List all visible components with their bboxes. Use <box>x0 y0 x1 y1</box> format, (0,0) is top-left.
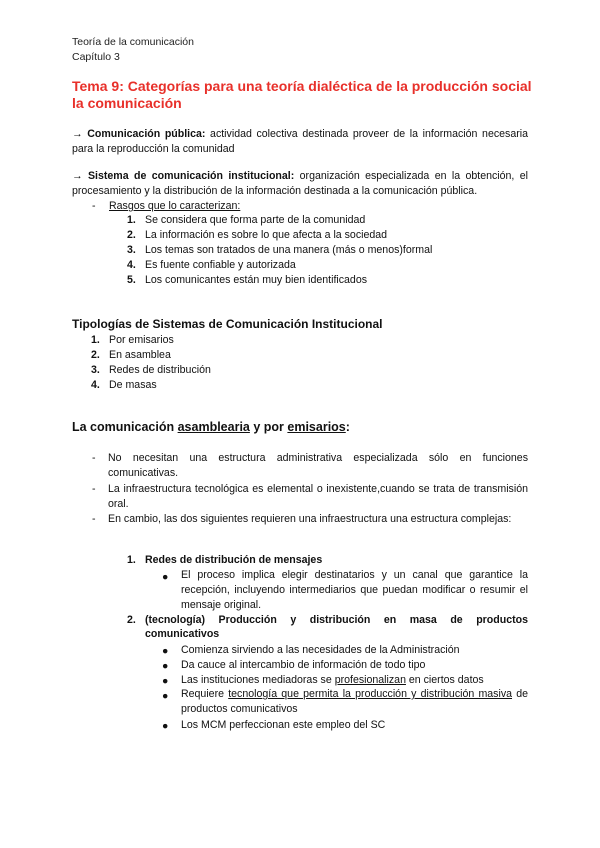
bullet-icon: ● <box>162 571 169 583</box>
definition-comunicacion-publica <box>72 127 528 156</box>
bullet-icon: ● <box>162 660 169 672</box>
definition-sistema-institucional <box>72 169 528 198</box>
arrow-icon: → <box>72 128 83 140</box>
list-item: 4. Es fuente confiable y autorizada <box>127 259 296 271</box>
list-item: Da cauce al intercambio de información de todo tipo <box>181 659 426 671</box>
dash-bullet: - <box>92 513 96 525</box>
list-item: Los MCM perfeccionan este empleo del SC <box>181 719 386 731</box>
list-item: El proceso implica elegir destinatarios y un canal que garantice la recepción, incluyendo intermediarios que puedan modificar o resumir el mensaje original. <box>181 569 528 611</box>
definition-term: Sistema de comunicación institucional: <box>87 170 295 182</box>
header-subject: Teoría de la comunicación <box>72 36 194 48</box>
dash-bullet: - <box>92 452 96 464</box>
list-item: La infraestructura tecnológica es elemental o inexistente,cuando se trata de transmisión oral. <box>108 483 528 510</box>
bullet-icon: ● <box>162 690 169 702</box>
list-item: No necesitan una estructura administrativa especializada sólo en funciones comunicativas. <box>108 452 528 479</box>
asamblearia-heading: La comunicación asamblearia y por emisarios: <box>72 420 350 434</box>
rasgos-dash: - <box>92 200 96 212</box>
arrow-icon: → <box>72 170 83 182</box>
list-item: Comienza sirviendo a las necesidades de la Administración <box>181 644 460 656</box>
list-item: Las instituciones mediadoras se profesionalizan en ciertos datos <box>181 674 484 686</box>
list-item: 4. De masas <box>91 379 157 391</box>
definition-text: organización especializada en la obtención, el procesamiento y la distribución de la información destinada a la comunicación pública. <box>72 170 528 197</box>
tipologias-heading: Tipologías de Sistemas de Comunicación Institucional <box>72 317 383 331</box>
rasgos-label: Rasgos que lo caracterizan: <box>109 200 241 212</box>
list-item: 3. Redes de distribución <box>91 364 211 376</box>
list-item: 1. Por emisarios <box>91 334 174 346</box>
complex-item-title: 1. Redes de distribución de mensajes <box>127 554 323 566</box>
bullet-icon: ● <box>162 645 169 657</box>
list-item: 1. Se considera que forma parte de la comunidad <box>127 214 366 226</box>
bullet-icon: ● <box>162 675 169 687</box>
page-title: Tema 9: Categorías para una teoría dialéctica de la producción social la comunicación <box>72 78 532 111</box>
dash-bullet: - <box>92 483 96 495</box>
list-item: 5. Los comunicantes están muy bien identificados <box>127 274 368 286</box>
complex-item-title: 2. (tecnología) Producción y distribución en masa de productos comunicativos <box>127 614 528 640</box>
bullet-icon: ● <box>162 720 169 732</box>
list-item: 3. Los temas son tratados de una manera (más o menos)formal <box>127 244 433 256</box>
definition-text: actividad colectiva destinada proveer de la información necesaria para la reproducción la comunidad <box>72 128 528 155</box>
list-item: 2. En asamblea <box>91 349 171 361</box>
definition-term: Comunicación pública: <box>87 128 206 140</box>
header-chapter: Capítulo 3 <box>72 51 120 63</box>
list-item: Requiere tecnología que permita la producción y distribución masiva de productos comunicativos <box>181 688 529 715</box>
list-item: 2. La información es sobre lo que afecta a la sociedad <box>127 229 388 241</box>
list-item: En cambio, las dos siguientes requieren una infraestructura una estructura complejas: <box>108 513 512 525</box>
